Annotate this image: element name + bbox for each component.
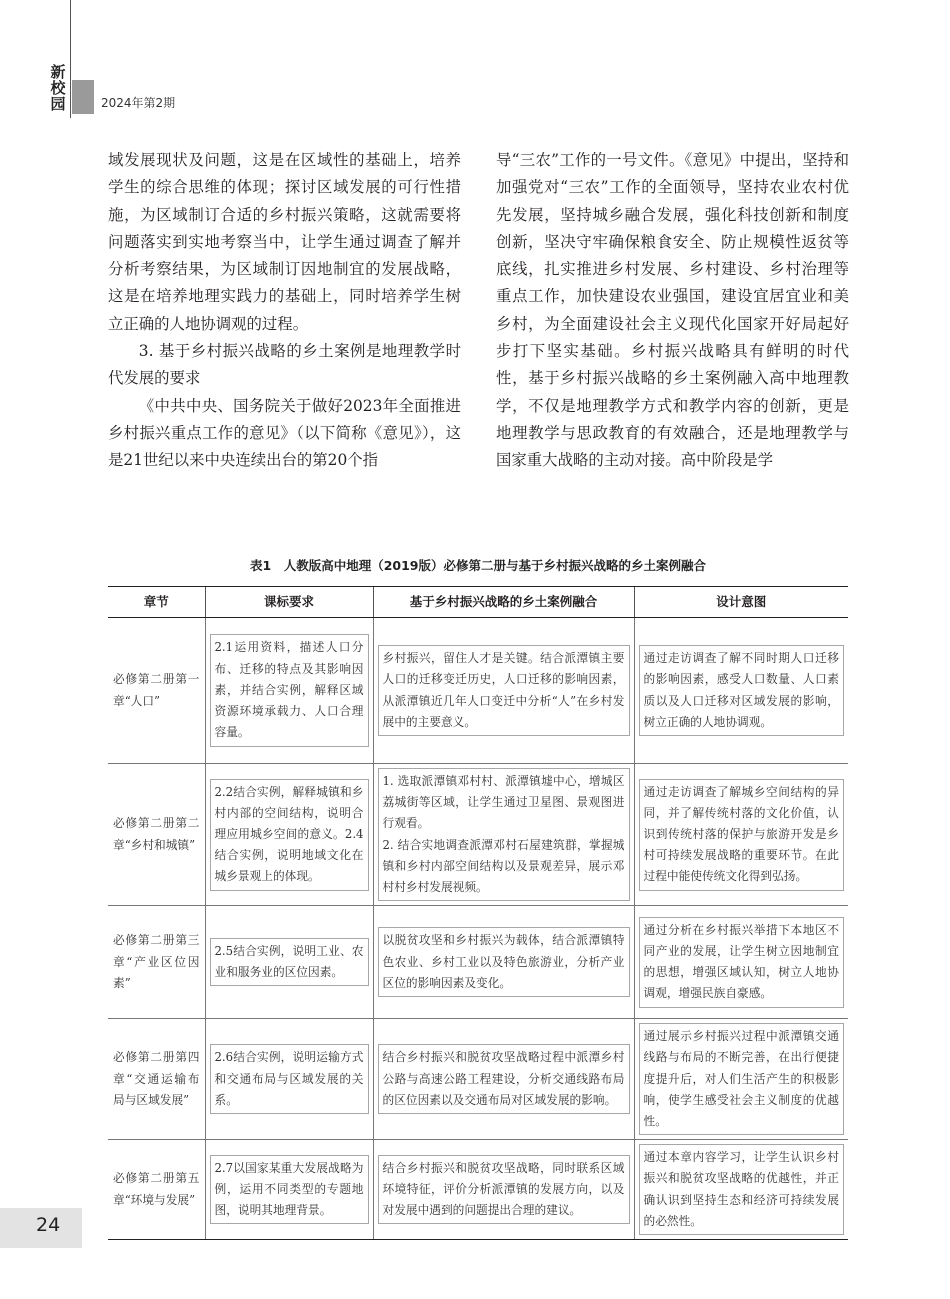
paragraph: 导“三农”工作的一号文件。《意见》中提出，坚持和加强党对“三农”工作的全面领导，坚持农业农村优先发展，坚持城乡融合发展，强化科技创新和制度创新，坚决守牢确保粮食安全、防止规模性返贫等底线，扎实推进乡村发展、乡村建设、乡村治理等重点工作，加快建设农业强国，建设宜居宜业和美乡村，为全面建设社会主义现代化国家开好局起好步打下坚实基础。乡村振兴战略具有鲜明的时代性，基于乡村振兴战略的乡土案例融入高中地理教学，不仅是地理教学方式和教学内容的创新，更是地理教学与思政教育的有效融合，还是地理教学与国家重大战略的主动对接。高中阶段是学 [496, 151, 849, 470]
header-rule [70, 0, 71, 118]
cell-case [373, 1140, 634, 1240]
table-row [108, 618, 848, 764]
cell-standard [205, 1019, 373, 1140]
cell-intent [634, 906, 848, 1019]
brand-char: 新 [50, 63, 66, 81]
cell-case-text: 结合乡村振兴和脱贫攻坚战略，同时联系区域环境特征，评价分析派潭镇的发展方向，以及对发展中遇到的问题提出合理的建议。 [378, 1155, 630, 1225]
cell-intent-text: 通过走访调查了解城乡空间结构的异同，并了解传统村落的文化价值，认识到传统村落的保护与旅游开发是乡村可持续发展战略的重要环节。在此过程中能使传统文化得到弘扬。 [639, 779, 845, 891]
cell-chapter: 必修第二册第五章“环境与发展” [108, 1140, 205, 1240]
table-header-row [108, 587, 848, 618]
journal-brand [48, 64, 68, 112]
cell-intent-text: 通过走访调查了解不同时期人口迁移的影响因素，感受人口数量、人口素质以及人口迁移对区域发展的影响，树立正确的人地协调观。 [639, 645, 845, 736]
cell-standard-text: 2.5结合实例，说明工业、农业和服务业的区位因素。 [210, 938, 369, 986]
header-chapter: 章节 [108, 587, 205, 618]
right-text-column [496, 147, 849, 475]
cell-case-text: 结合乡村振兴和脱贫攻坚战略过程中派潭乡村公路与高速公路工程建设，分析交通线路布局的区位因素以及交通布局对区域发展的影响。 [378, 1044, 630, 1114]
cell-standard [205, 764, 373, 906]
cell-standard [205, 906, 373, 1019]
cell-intent [634, 618, 848, 764]
cell-case [373, 906, 634, 1019]
cell-chapter: 必修第二册第一章“人口” [108, 618, 205, 764]
case-integration-table [108, 586, 848, 1240]
table-row [108, 906, 848, 1019]
header-standard: 课标要求 [205, 587, 373, 618]
header-case: 基于乡村振兴战略的乡土案例融合 [373, 587, 634, 618]
cell-standard [205, 1140, 373, 1240]
cell-chapter: 必修第二册第四章“交通运输布局与区域发展” [108, 1019, 205, 1140]
cell-standard [205, 618, 373, 764]
header-accent-block [72, 80, 94, 114]
cell-intent [634, 1140, 848, 1240]
table-row [108, 764, 848, 906]
cell-standard-text: 2.6结合实例，说明运输方式和交通布局与区域发展的关系。 [210, 1044, 369, 1114]
cell-intent [634, 1019, 848, 1140]
paragraph: 《中共中央、国务院关于做好2023年全面推进乡村振兴重点工作的意见》（以下简称《意见》），这是21世纪以来中央连续出台的第20个指 [108, 396, 461, 470]
cell-case [373, 618, 634, 764]
page-number: 24 [36, 1214, 61, 1236]
cell-case-text: 乡村振兴，留住人才是关键。结合派潭镇主要人口的迁移变迁历史，人口迁移的影响因素，从派潭镇近几年人口变迁中分析“人”在乡村发展中的主要意义。 [378, 645, 630, 736]
cell-intent-text: 通过本章内容学习，让学生认识乡村振兴和脱贫攻坚战略的优越性，并正确认识到坚持生态和经济可持续发展的必然性。 [639, 1144, 845, 1235]
cell-case-text: 以脱贫攻坚和乡村振兴为载体，结合派潭镇特色农业、乡村工业以及特色旅游业，分析产业区位的影响因素及变化。 [378, 927, 630, 997]
table-caption: 表1 人教版高中地理（2019版）必修第二册与基于乡村振兴战略的乡土案例融合 [250, 558, 706, 573]
cell-intent-text: 通过展示乡村振兴过程中派潭镇交通线路与布局的不断完善，在出行便捷度提升后，对人们生活产生的积极影响，使学生感受社会主义制度的优越性。 [639, 1023, 845, 1135]
issue-label: 2024年第2期 [101, 96, 176, 110]
brand-char: 园 [50, 95, 66, 113]
cell-chapter: 必修第二册第二章“乡村和城镇” [108, 764, 205, 906]
paragraph: 域发展现状及问题，这是在区域性的基础上，培养学生的综合思维的体现；探讨区域发展的可行性措施，为区域制订合适的乡村振兴策略，这就需要将问题落实到实地考察当中，让学生通过调查了解并分析考察结果，为区域制订因地制宜的发展战略，这是在培养地理实践力的基础上，同时培养学生树立正确的人地协调观的过程。 [108, 151, 461, 333]
cell-standard-text: 2.2结合实例，解释城镇和乡村内部的空间结构，说明合理应用城乡空间的意义。2.4结合实例，说明地域文化在城乡景观上的体现。 [210, 779, 369, 891]
header-intent: 设计意图 [634, 587, 848, 618]
brand-char: 校 [50, 79, 66, 97]
cell-case [373, 1019, 634, 1140]
left-text-column [108, 147, 461, 475]
cell-standard-text: 2.1运用资料，描述人口分布、迁移的特点及其影响因素，并结合实例，解释区域资源环境承载力、人口合理容量。 [210, 634, 369, 746]
cell-chapter: 必修第二册第三章“产业区位因素” [108, 906, 205, 1019]
table-row [108, 1019, 848, 1140]
cell-case [373, 764, 634, 906]
cell-intent [634, 764, 848, 906]
cell-intent-text: 通过分析在乡村振兴举措下本地区不同产业的发展，让学生树立因地制宜的思想，增强区域认知，树立人地协调观，增强民族自豪感。 [639, 917, 845, 1008]
cell-standard-text: 2.7以国家某重大发展战略为例，运用不同类型的专题地图，说明其地理背景。 [210, 1155, 369, 1225]
cell-case-text: 1. 选取派潭镇邓村村、派潭镇墟中心，增城区荔城街等区域，让学生通过卫星图、景观图进行观看。 2. 结合实地调查派潭邓村石屋建筑群，掌握城镇和乡村内部空间结构以及景观差异，展示邓村村乡村发展视频。 [378, 768, 630, 901]
table-row [108, 1140, 848, 1240]
section-heading: 3. 基于乡村振兴战略的乡土案例是地理教学时代发展的要求 [108, 342, 461, 388]
